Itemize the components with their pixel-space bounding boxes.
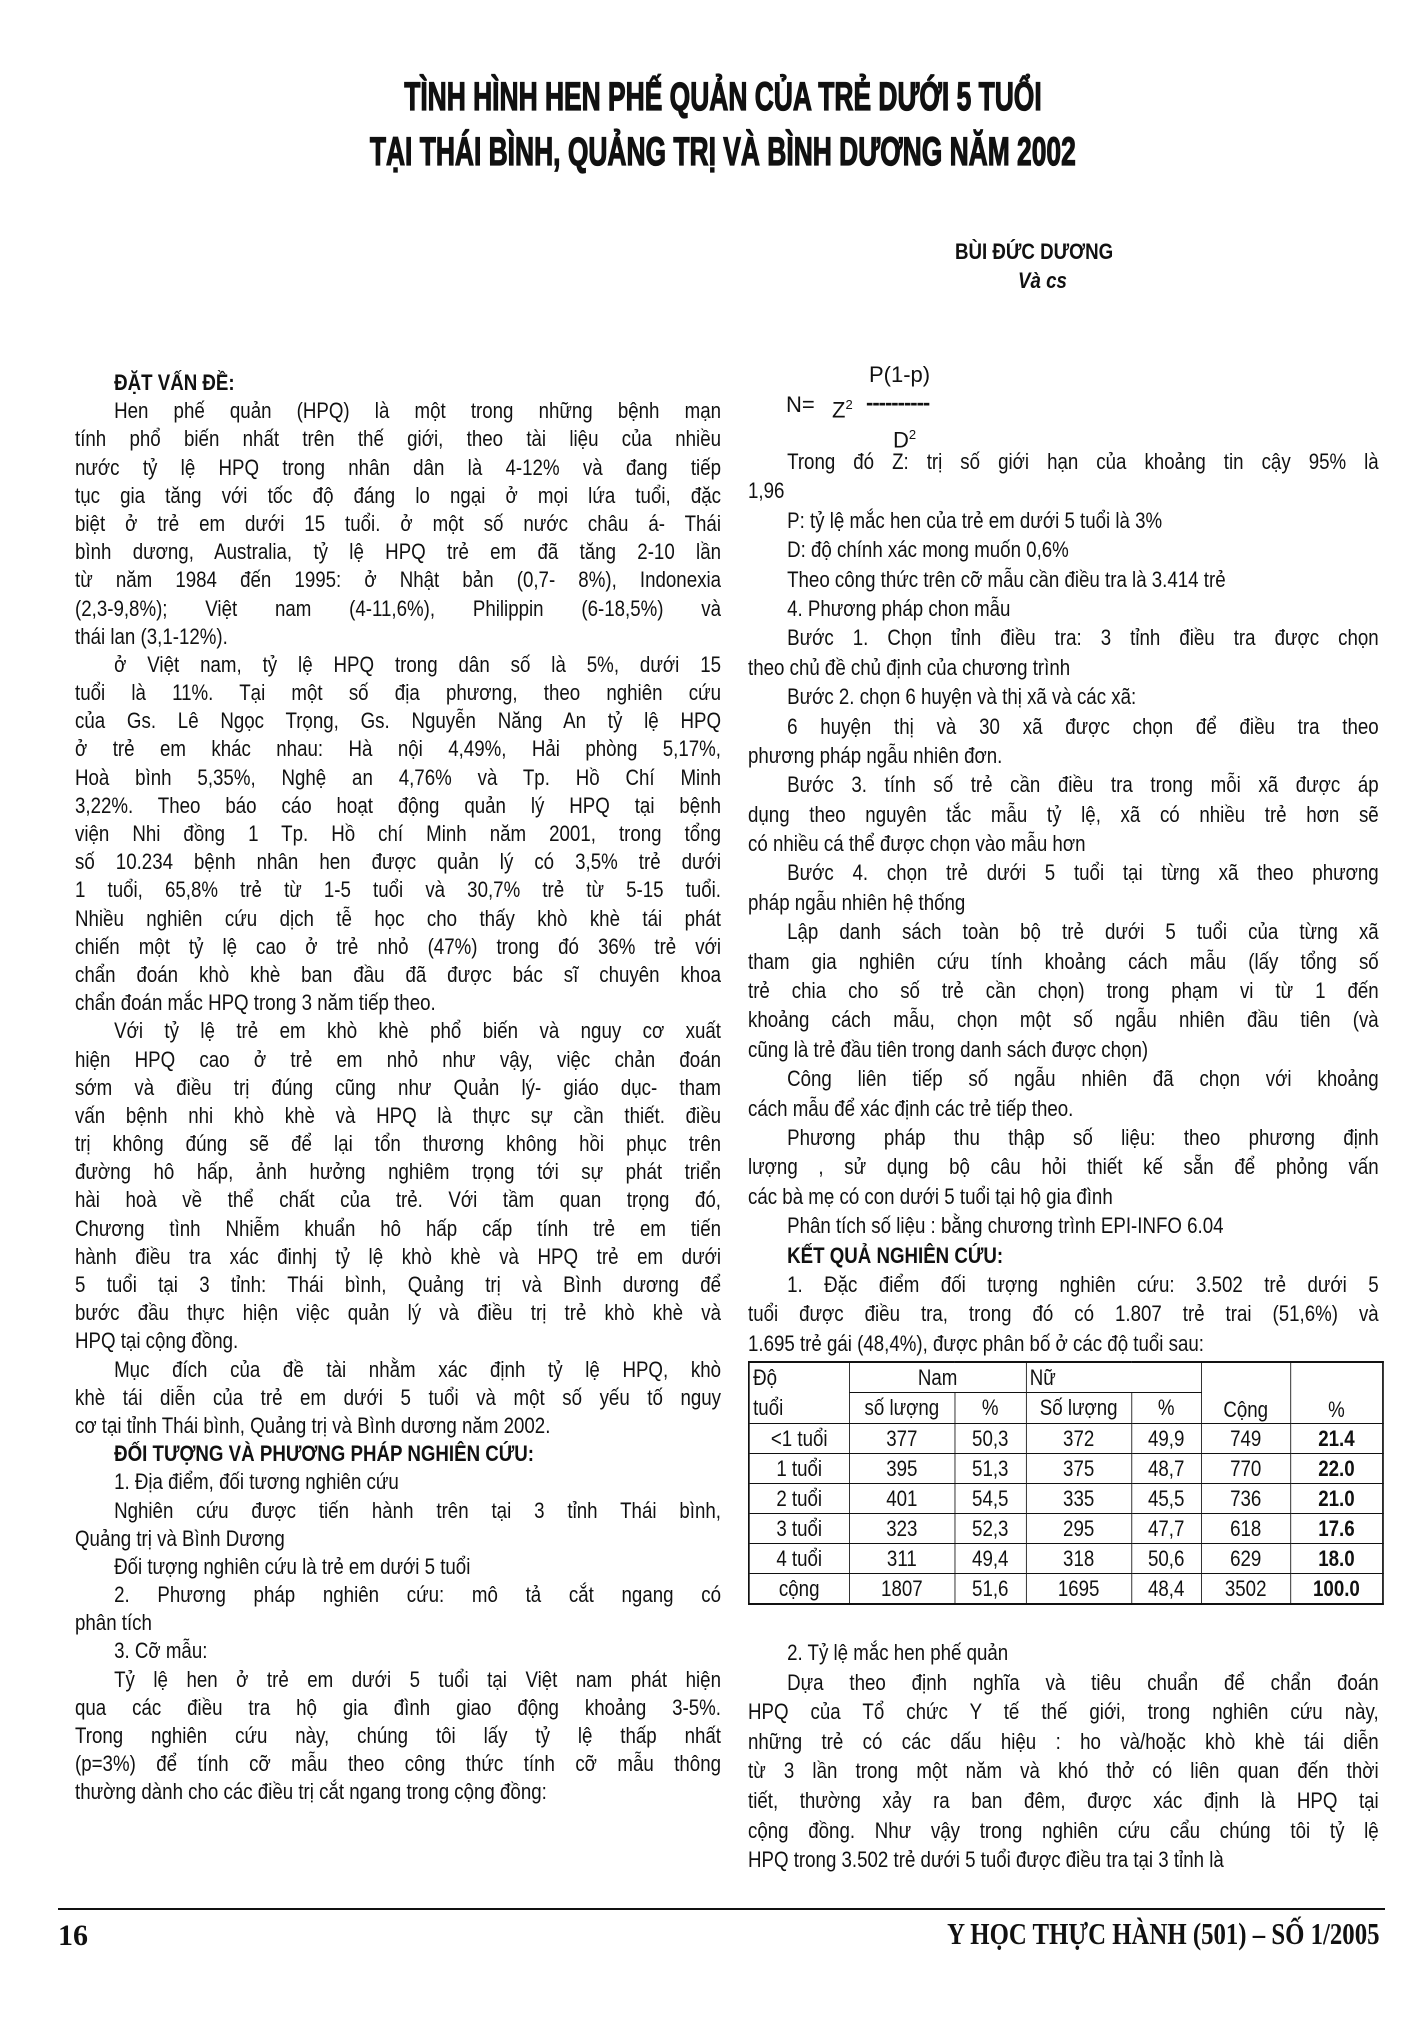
text-line: Bước 2. chọn 6 huyện và thị xã và các xã: xyxy=(787,684,1137,710)
text-line: tuổi là 11%. Tại một số địa phương, theo nghiên cứu xyxy=(75,680,721,706)
female-count: 295 xyxy=(1026,1514,1131,1544)
text-line: 1,96 xyxy=(748,478,785,504)
age-group: 3 tuổi xyxy=(749,1514,849,1544)
text-line: hài hoà về thể chất của trẻ. Với tầm quan trọng đó, xyxy=(75,1187,721,1213)
female-count: 335 xyxy=(1026,1484,1131,1514)
text-line: Nghiên cứu được tiến hành trên tại 3 tỉnh Thái bình, xyxy=(114,1497,721,1523)
text-line: khè tái diễn của trẻ em dưới 5 tuổi và một số yếu tố nguy xyxy=(75,1384,721,1410)
text-line: nước tỷ lệ HPQ trong nhân dân là 4-12% và đang tiếp xyxy=(75,454,721,480)
text-line: Trong nghiên cứu này, chúng tôi lấy tỷ lệ thấp nhất xyxy=(75,1723,721,1748)
text-line: 1. Đặc điểm đối tượng nghiên cứu: 3.502 trẻ dưới 5 xyxy=(787,1271,1379,1297)
table-row xyxy=(749,1484,1383,1514)
text-line: 5 tuổi tại 3 tỉnh: Thái bình, Quảng trị và Bình dương để xyxy=(75,1272,721,1297)
text-line: cộng đồng. Như vậy trong nghiên cứu cẩu chúng tôi tỷ lệ xyxy=(748,1817,1379,1843)
text-line: đường hô hấp, ảnh hưởng nghiêm trọng tới sự phát triển xyxy=(75,1159,721,1185)
female-pct: 49,9 xyxy=(1131,1424,1201,1454)
total-count: 749 xyxy=(1201,1424,1290,1454)
text-line: sớm và điều trị đúng cũng như Quản lý- giáo dục- tham xyxy=(75,1074,721,1100)
paragraph xyxy=(75,1468,721,1496)
text-line: 3,22%. Theo báo cáo hoạt động quản lý HPQ tại bệnh xyxy=(75,792,721,818)
header-female-pct: % xyxy=(1131,1393,1201,1424)
paragraph xyxy=(748,535,1379,564)
text-line: các bà mẹ có con dưới 5 tuổi tại hộ gia đình xyxy=(748,1183,1113,1209)
text-line: Với tỷ lệ trẻ em khò khè phổ biến và nguy cơ xuất xyxy=(114,1018,721,1044)
female-count: 375 xyxy=(1026,1454,1131,1484)
paragraph xyxy=(748,1211,1379,1240)
text-line: trẻ chia cho số trẻ cần chọn) trong phạm vi từ 1 đến xyxy=(748,978,1379,1004)
text-line: Bước 3. tính số trẻ cần điều tra trong mỗi xã được áp xyxy=(787,772,1379,798)
paragraph xyxy=(75,1666,721,1807)
text-line: biệt ở trẻ em dưới 15 tuổi. ở một số nước châu á- Thái xyxy=(75,510,721,536)
page-number: 16 xyxy=(58,1919,88,1952)
female-count: 372 xyxy=(1026,1424,1131,1454)
age-distribution-table xyxy=(748,1361,1384,1605)
text-line: chiến một tỷ lệ cao ở trẻ nhỏ (47%) trong đó 36% trẻ với xyxy=(75,933,721,959)
header-female: Nữ xyxy=(1026,1362,1201,1392)
paragraph xyxy=(748,1064,1379,1123)
total-count: 736 xyxy=(1201,1484,1290,1514)
author-coauthors: Và cs xyxy=(1018,268,1067,293)
text-line: Hoà bình 5,35%, Nghệ an 4,76% và Tp. Hồ Chí Minh xyxy=(75,764,721,790)
paragraph xyxy=(75,397,721,651)
text-line: 4. Phương pháp chon mẫu xyxy=(787,595,1011,621)
female-count: 1695 xyxy=(1026,1574,1131,1605)
paragraph xyxy=(748,712,1379,771)
table-header-row xyxy=(749,1362,1383,1392)
paragraph xyxy=(748,594,1379,623)
female-pct: 50,6 xyxy=(1131,1544,1201,1574)
paragraph xyxy=(748,1638,1379,1668)
formula-bar: ---------- xyxy=(866,390,930,415)
text-line: dụng theo nguyên tắc mẫu tỷ lệ, xã có nhiều trẻ hơn sẽ xyxy=(748,801,1379,827)
text-line: 2. Phương pháp nghiên cứu: mô tả cắt ngang có xyxy=(114,1582,721,1608)
text-line: cũng là trẻ đầu tiên trong danh sách được chọn) xyxy=(748,1036,1149,1062)
section-heading xyxy=(75,1440,721,1468)
text-line: bình dương, Australia, tỷ lệ HPQ trẻ em đã tăng 2-10 lần xyxy=(75,539,721,565)
male-pct: 54,5 xyxy=(955,1484,1026,1514)
text-line: Bước 1. Chọn tỉnh điều tra: 3 tỉnh điều tra được chọn xyxy=(787,625,1379,651)
header-male-pct: % xyxy=(955,1393,1026,1424)
text-line: thường dành cho các điều trị cắt ngang trong cộng đồng: xyxy=(75,1779,547,1805)
text-line: Bước 4. chọn trẻ dưới 5 tuổi tại từng xã theo phương xyxy=(787,860,1379,886)
text-line: (p=3%) để tính cỡ mẫu theo công thức tính cỡ mẫu thông xyxy=(75,1751,721,1777)
total-pct: 18.0 xyxy=(1290,1544,1383,1574)
text-line: Trong đó Z: trị số giới hạn của khoảng tin cậy 95% là xyxy=(787,449,1379,474)
paragraph xyxy=(748,682,1379,711)
paragraph xyxy=(748,623,1379,682)
paragraph xyxy=(748,917,1379,1064)
text-line: Hen phế quản (HPQ) là một trong những bệnh mạn xyxy=(114,398,721,424)
male-pct: 51,3 xyxy=(955,1454,1026,1484)
text-line: qua các điều tra hộ gia đình giao động khoảng 3-5%. xyxy=(75,1694,721,1720)
section-heading xyxy=(748,1241,1379,1270)
age-group: 1 tuổi xyxy=(749,1454,849,1484)
text-line: Theo công thức trên cỡ mẫu cần điều tra là 3.414 trẻ xyxy=(787,566,1226,592)
text-line: viện Nhi đồng 1 Tp. Hồ chí Minh năm 2001, trong tổng xyxy=(75,821,721,846)
paragraph xyxy=(75,1356,721,1441)
text-line: 1 tuổi, 65,8% trẻ từ 1-5 tuổi và 30,7% trẻ từ 5-15 tuổi. xyxy=(75,877,721,903)
paragraph xyxy=(748,770,1379,858)
formula-lhs: N= xyxy=(786,392,815,417)
right-column-top xyxy=(748,447,1379,1605)
paragraph xyxy=(75,1553,721,1581)
footer-rule xyxy=(58,1908,1385,1910)
header-female-count: Số lượng xyxy=(1026,1393,1131,1424)
text-line: Chương tình Nhiễm khuẩn hô hấp cấp tính trẻ em tiến xyxy=(75,1215,721,1241)
text-line: số 10.234 bệnh nhân hen được quản lý có 3,5% trẻ dưới xyxy=(75,849,721,875)
total-pct: 100.0 xyxy=(1290,1574,1383,1605)
text-line: ở Việt nam, tỷ lệ HPQ trong dân số là 5%, dưới 15 xyxy=(114,651,721,677)
male-pct: 49,4 xyxy=(955,1544,1026,1574)
text-line: Dựa theo định nghĩa và tiêu chuẩn để chẩn đoán xyxy=(787,1669,1379,1695)
text-line: Phân tích số liệu : bằng chương trình EPI-INFO 6.04 xyxy=(787,1213,1224,1239)
text-line: lượng , sử dụng bộ câu hỏi thiết kế sẵn để phỏng vấn xyxy=(748,1154,1379,1180)
paragraph xyxy=(748,1123,1379,1211)
total-pct: 22.0 xyxy=(1290,1454,1383,1484)
table-row xyxy=(749,1544,1383,1574)
total-count: 3502 xyxy=(1201,1574,1290,1605)
text-line: tính phổ biến nhất trên thế giới, theo tài liệu của nhiều xyxy=(75,426,721,452)
text-line: HPQ trong 3.502 trẻ dưới 5 tuổi được điều tra tại 3 tỉnh là xyxy=(748,1847,1224,1873)
paragraph xyxy=(75,651,721,1017)
text-line: tiết, thường xảy ra ban đêm, được xác định là HPQ tại xyxy=(748,1787,1379,1813)
title-line-1 xyxy=(0,73,1424,121)
total-count: 770 xyxy=(1201,1454,1290,1484)
male-pct: 52,3 xyxy=(955,1514,1026,1544)
text-line: tục gia tăng với tốc độ đáng lo ngại ở mọi lứa tuổi, đặc xyxy=(75,482,721,508)
text-line: 1. Địa điểm, đối tương nghiên cứu xyxy=(114,1469,399,1495)
header-age-text: tuổi xyxy=(753,1395,784,1421)
text-line: hành điều tra xác đinhj tỷ lệ khò khè và HPQ trẻ em dưới xyxy=(75,1243,721,1269)
text-line: Mục đích của đề tài nhằm xác định tỷ lệ HPQ, khò xyxy=(114,1356,721,1382)
paragraph xyxy=(748,565,1379,594)
title-text-2: TẠI THÁI BÌNH, QUẢNG TRỊ VÀ BÌNH DƯƠNG NĂM 2002 xyxy=(369,130,1076,174)
text-line: chẩn đoán mắc HPQ trong 3 năm tiếp theo. xyxy=(75,990,436,1016)
female-pct: 47,7 xyxy=(1131,1514,1201,1544)
male-count: 401 xyxy=(849,1484,954,1514)
paragraph xyxy=(75,1497,721,1553)
text-line: thái lan (3,1-12%). xyxy=(75,623,228,649)
text-line: HPQ tại cộng đồng. xyxy=(75,1328,239,1354)
text-line: Nhiều nghiên cứu dịch tễ học cho thấy khò khè tái phát xyxy=(75,905,721,931)
male-count: 323 xyxy=(849,1514,954,1544)
female-pct: 45,5 xyxy=(1131,1484,1201,1514)
formula-z-exp: 2 xyxy=(845,397,853,412)
formula-z-letter: Z xyxy=(832,397,846,423)
male-count: 395 xyxy=(849,1454,954,1484)
header-age-text: Độ xyxy=(753,1365,778,1391)
text-line: Lập danh sách toàn bộ trẻ dưới 5 tuổi của từng xã xyxy=(787,919,1379,945)
table-row xyxy=(749,1454,1383,1484)
header-total-pct: % xyxy=(1290,1362,1383,1424)
text-line: (2,3-9,8%); Việt nam (4-11,6%), Philippin (6-18,5%) và xyxy=(75,595,721,621)
female-pct: 48,4 xyxy=(1131,1574,1201,1605)
text-line: cách mẫu để xác định các trẻ tiếp theo. xyxy=(748,1095,1074,1121)
text-line: vấn bệnh nhi khò khè và HPQ là thực sự cần thiết. điều xyxy=(75,1102,721,1128)
formula-d-letter: D xyxy=(893,427,909,453)
total-count: 618 xyxy=(1201,1514,1290,1544)
formula-numerator: P(1-p) xyxy=(869,362,931,387)
paragraph xyxy=(748,1668,1379,1875)
text-line: phân tích xyxy=(75,1610,152,1636)
text-line: HPQ của Tổ chức Y tế thế giới, trong nghiên cứu này, xyxy=(748,1699,1379,1725)
paragraph xyxy=(75,1017,721,1355)
formula-d-exp: 2 xyxy=(908,427,917,442)
section-heading xyxy=(75,369,721,397)
male-count: 311 xyxy=(849,1544,954,1574)
text-line: cơ tại tỉnh Thái bình, Quảng trị và Bình dương năm 2002. xyxy=(75,1412,551,1438)
text-line: KẾT QUẢ NGHIÊN CỨU: xyxy=(787,1242,1004,1268)
text-line: trị không đúng sẽ để lại tổn thương không hồi phục trên xyxy=(75,1131,721,1157)
male-pct: 50,3 xyxy=(955,1424,1026,1454)
total-pct: 21.0 xyxy=(1290,1484,1383,1514)
text-line: bước đầu thực hiện việc quản lý và điều trị trẻ khò khè và xyxy=(75,1300,721,1326)
paragraph xyxy=(75,1581,721,1637)
paragraph xyxy=(75,1637,721,1665)
text-line: khoảng cách mẫu, chọn một số ngẫu nhiên đầu tiên (và xyxy=(748,1007,1379,1033)
text-line: tham gia nghiên cứu tính khoảng cách mẫu (lấy tổng số xyxy=(748,948,1379,974)
text-line: 2. Tỷ lệ mắc hen phế quản xyxy=(787,1640,1009,1665)
paragraph xyxy=(748,506,1379,535)
text-line: 6 huyện thị và 30 xã được chọn để điều tra theo xyxy=(787,713,1379,739)
text-line: những trẻ có các dấu hiệu : ho và/hoặc khò khè tái diễn xyxy=(748,1728,1379,1754)
age-group: 4 tuổi xyxy=(749,1544,849,1574)
text-line: tuổi được điều tra, trong đó có 1.807 trẻ trai (51,6%) và xyxy=(748,1301,1379,1327)
text-line: ĐẶT VẤN ĐỀ: xyxy=(114,370,235,395)
text-line: từ 3 lần trong một năm và khó thở có liên quan đến thời xyxy=(748,1758,1379,1784)
text-line: của Gs. Lê Ngọc Trọng, Gs. Nguyễn Năng An tỷ lệ HPQ xyxy=(75,708,721,734)
text-line: có nhiều cá thể được chọn vào mẫu hơn xyxy=(748,831,1086,857)
female-pct: 48,7 xyxy=(1131,1454,1201,1484)
female-count: 318 xyxy=(1026,1544,1131,1574)
male-count: 377 xyxy=(849,1424,954,1454)
male-count: 1807 xyxy=(849,1574,954,1605)
paragraph xyxy=(748,447,1379,506)
total-pct: 21.4 xyxy=(1290,1424,1383,1454)
journal-name: Y HỌC THỰC HÀNH (501) – SỐ 1/2005 xyxy=(947,1916,1380,1951)
age-group: <1 tuổi xyxy=(749,1424,849,1454)
age-group: 2 tuổi xyxy=(749,1484,849,1514)
text-line: Công liên tiếp số ngẫu nhiên đã chọn với khoảng xyxy=(787,1066,1379,1092)
total-pct: 17.6 xyxy=(1290,1514,1383,1544)
text-line: Đối tượng nghiên cứu là trẻ em dưới 5 tuổi xyxy=(114,1553,471,1579)
text-line: chẩn đoán khò khè ban đầu đã được bác sĩ chuyên khoa xyxy=(75,961,721,987)
table-row xyxy=(749,1514,1383,1544)
header-age xyxy=(749,1362,849,1424)
text-line: D: độ chính xác mong muốn 0,6% xyxy=(787,537,1069,563)
text-line: pháp ngẫu nhiên hệ thống xyxy=(748,889,966,915)
header-male: Nam xyxy=(849,1362,1026,1392)
text-line: hiện HPQ cao ở trẻ em nhỏ như vậy, việc chản đoán xyxy=(75,1046,721,1072)
text-line: ở trẻ em khác nhau: Hà nội 4,49%, Hải phòng 5,17%, xyxy=(75,736,721,762)
text-line: từ năm 1984 đến 1995: ở Nhật bản (0,7- 8%), Indonexia xyxy=(75,567,721,593)
text-line: 1.695 trẻ gái (48,4%), được phân bố ở các độ tuổi sau: xyxy=(748,1330,1204,1356)
age-group: cộng xyxy=(749,1574,849,1605)
text-line: Tỷ lệ hen ở trẻ em dưới 5 tuổi tại Việt nam phát hiện xyxy=(114,1666,721,1692)
table-row xyxy=(749,1424,1383,1454)
formula-z xyxy=(832,393,853,422)
male-pct: 51,6 xyxy=(955,1574,1026,1605)
text-line: P: tỷ lệ mắc hen của trẻ em dưới 5 tuổi là 3% xyxy=(787,507,1163,533)
header-male-count: số lượng xyxy=(849,1393,954,1424)
title-line-2 xyxy=(0,128,1424,176)
header-total: Cộng xyxy=(1201,1362,1290,1424)
text-line: 3. Cỡ mẫu: xyxy=(114,1638,208,1664)
paragraph xyxy=(748,858,1379,917)
text-line: phương pháp ngẫu nhiên đơn. xyxy=(748,742,1003,768)
title-text-1: TÌNH HÌNH HEN PHẾ QUẢN CỦA TRẺ DƯỚI 5 TUỔI xyxy=(403,75,1042,119)
left-column xyxy=(75,369,721,1807)
text-line: theo chủ đề chủ định của chương trình xyxy=(748,654,1071,680)
author-name: BÙI ĐỨC DƯƠNG xyxy=(955,239,1114,264)
paragraph xyxy=(748,1270,1379,1358)
text-line: Quảng trị và Bình Dương xyxy=(75,1525,285,1551)
total-count: 629 xyxy=(1201,1544,1290,1574)
right-column-bottom xyxy=(748,1638,1379,1875)
text-line: ĐỐI TƯỢNG VÀ PHƯƠNG PHÁP NGHIÊN CỨU: xyxy=(114,1441,535,1467)
table-row xyxy=(749,1574,1383,1605)
text-line: Phương pháp thu thập số liệu: theo phương định xyxy=(787,1124,1379,1150)
